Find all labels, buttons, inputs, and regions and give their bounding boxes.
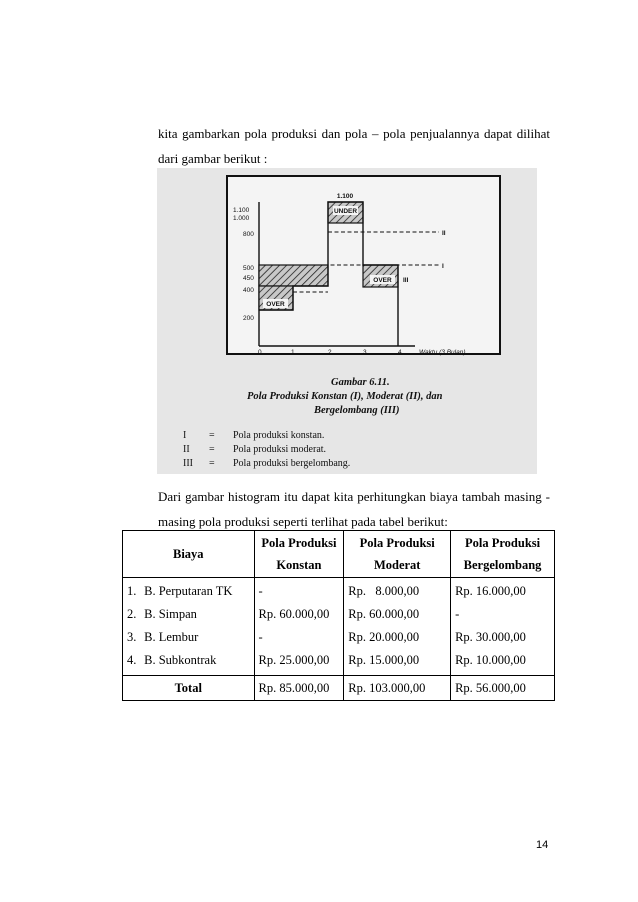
- intro-paragraph: [158, 121, 550, 171]
- cell-biaya: [123, 649, 255, 676]
- row-number: 2.: [127, 607, 137, 621]
- line-label-iii: III: [403, 277, 409, 284]
- header-bergelombang: [451, 531, 555, 578]
- cell-bergelombang: Rp. 16.000,00: [451, 578, 555, 604]
- header-biaya: Biaya: [123, 531, 255, 578]
- line-label-i: I: [442, 263, 444, 270]
- after-figure-paragraph: [158, 484, 550, 534]
- x-tick-0: 0: [258, 349, 262, 356]
- x-axis-label: Waktu (3 Bulan): [419, 349, 466, 356]
- table-row: [123, 626, 555, 649]
- cell-moderat: Rp. 60.000,00: [344, 603, 451, 626]
- y-tick-500: 500: [243, 265, 254, 272]
- table-row: [123, 578, 555, 604]
- legend-eq-3: =: [209, 458, 215, 469]
- header-bergelombang-line-1: Pola Produksi: [464, 536, 541, 550]
- cell-biaya: [123, 578, 255, 604]
- x-tick-4: 4: [398, 349, 402, 356]
- row-number: 3.: [127, 630, 137, 644]
- table-total-row: [123, 676, 555, 701]
- caption-line-1: Gambar 6.11.: [331, 377, 390, 388]
- total-konstan: Rp. 85.000,00: [254, 676, 344, 701]
- legend-text-1: Pola produksi konstan.: [233, 430, 325, 441]
- intro-line-2: dari gambar berikut :: [158, 151, 268, 166]
- cell-bergelombang: Rp. 30.000,00: [451, 626, 555, 649]
- under-box-label: UNDER: [333, 208, 358, 215]
- caption-line-2: Pola Produksi Konstan (I), Moderat (II), dan: [247, 391, 443, 402]
- cell-konstan: Rp. 25.000,00: [254, 649, 344, 676]
- over-right-box-label: OVER: [373, 277, 392, 284]
- legend-eq-1: =: [209, 430, 215, 441]
- total-label: Total: [123, 676, 255, 701]
- over-left-box-label: OVER: [266, 301, 285, 308]
- cell-moderat: Rp. 8.000,00: [344, 578, 451, 604]
- table-row: [123, 603, 555, 626]
- caption-line-3: Bergelombang (III): [314, 405, 400, 416]
- cost-name: B. Subkontrak: [144, 653, 217, 667]
- row-number: 4.: [127, 653, 137, 667]
- y-tick-1000: 1.000: [233, 215, 250, 222]
- x-tick-3: 3: [363, 349, 367, 356]
- cell-konstan: -: [254, 626, 344, 649]
- cell-konstan: Rp. 60.000,00: [254, 603, 344, 626]
- y-tick-450: 450: [243, 275, 254, 282]
- cost-name: B. Simpan: [144, 607, 197, 621]
- total-moderat: Rp. 103.000,00: [344, 676, 451, 701]
- row-number: 1.: [127, 584, 137, 598]
- page-number: 14: [536, 839, 549, 851]
- cost-name: B. Perputaran TK: [144, 584, 233, 598]
- y-tick-800: 800: [243, 231, 254, 238]
- legend-key-1: I: [183, 430, 187, 441]
- y-tick-1100: 1.100: [233, 207, 250, 214]
- legend-key-2: II: [183, 444, 190, 455]
- x-tick-2: 2: [328, 349, 332, 356]
- line-label-ii: II: [442, 230, 446, 237]
- total-bergelombang: Rp. 56.000,00: [451, 676, 555, 701]
- cell-biaya: [123, 603, 255, 626]
- header-konstan: [254, 531, 344, 578]
- header-moderat-line-2: Moderat: [373, 558, 421, 572]
- cost-name: B. Lembur: [144, 630, 199, 644]
- header-bergelombang-line-2: Bergelombang: [463, 558, 542, 572]
- cell-biaya: [123, 626, 255, 649]
- x-tick-1: 1: [291, 349, 295, 356]
- table-row: [123, 649, 555, 676]
- cell-moderat: Rp. 15.000,00: [344, 649, 451, 676]
- intro-line-1: kita gambarkan pola produksi dan pola – pola penjualannya dapat dilihat: [158, 126, 550, 141]
- legend-text-2: Pola produksi moderat.: [233, 444, 327, 455]
- cell-bergelombang: Rp. 10.000,00: [451, 649, 555, 676]
- cell-moderat: Rp. 20.000,00: [344, 626, 451, 649]
- y-tick-200: 200: [243, 315, 254, 322]
- y-tick-400: 400: [243, 287, 254, 294]
- header-konstan-line-2: Konstan: [276, 558, 322, 572]
- under-top-label: 1.100: [336, 193, 354, 200]
- after-line-2: masing pola produksi seperti terlihat pada tabel berikut:: [158, 514, 448, 529]
- after-line-1: Dari gambar histogram itu dapat kita perhitungkan biaya tambah masing -: [158, 489, 550, 504]
- cell-bergelombang: -: [451, 603, 555, 626]
- production-pattern-figure: [157, 168, 537, 474]
- legend-eq-2: =: [209, 444, 215, 455]
- cell-konstan: -: [254, 578, 344, 604]
- additional-cost-table: [122, 530, 555, 701]
- legend-key-3: III: [183, 458, 193, 469]
- header-moderat: [344, 531, 451, 578]
- header-moderat-line-1: Pola Produksi: [359, 536, 435, 550]
- header-konstan-line-1: Pola Produksi: [261, 536, 337, 550]
- table-header-row: [123, 531, 555, 578]
- legend-text-3: Pola produksi bergelombang.: [233, 458, 351, 469]
- hatch-left-upper: [259, 265, 328, 286]
